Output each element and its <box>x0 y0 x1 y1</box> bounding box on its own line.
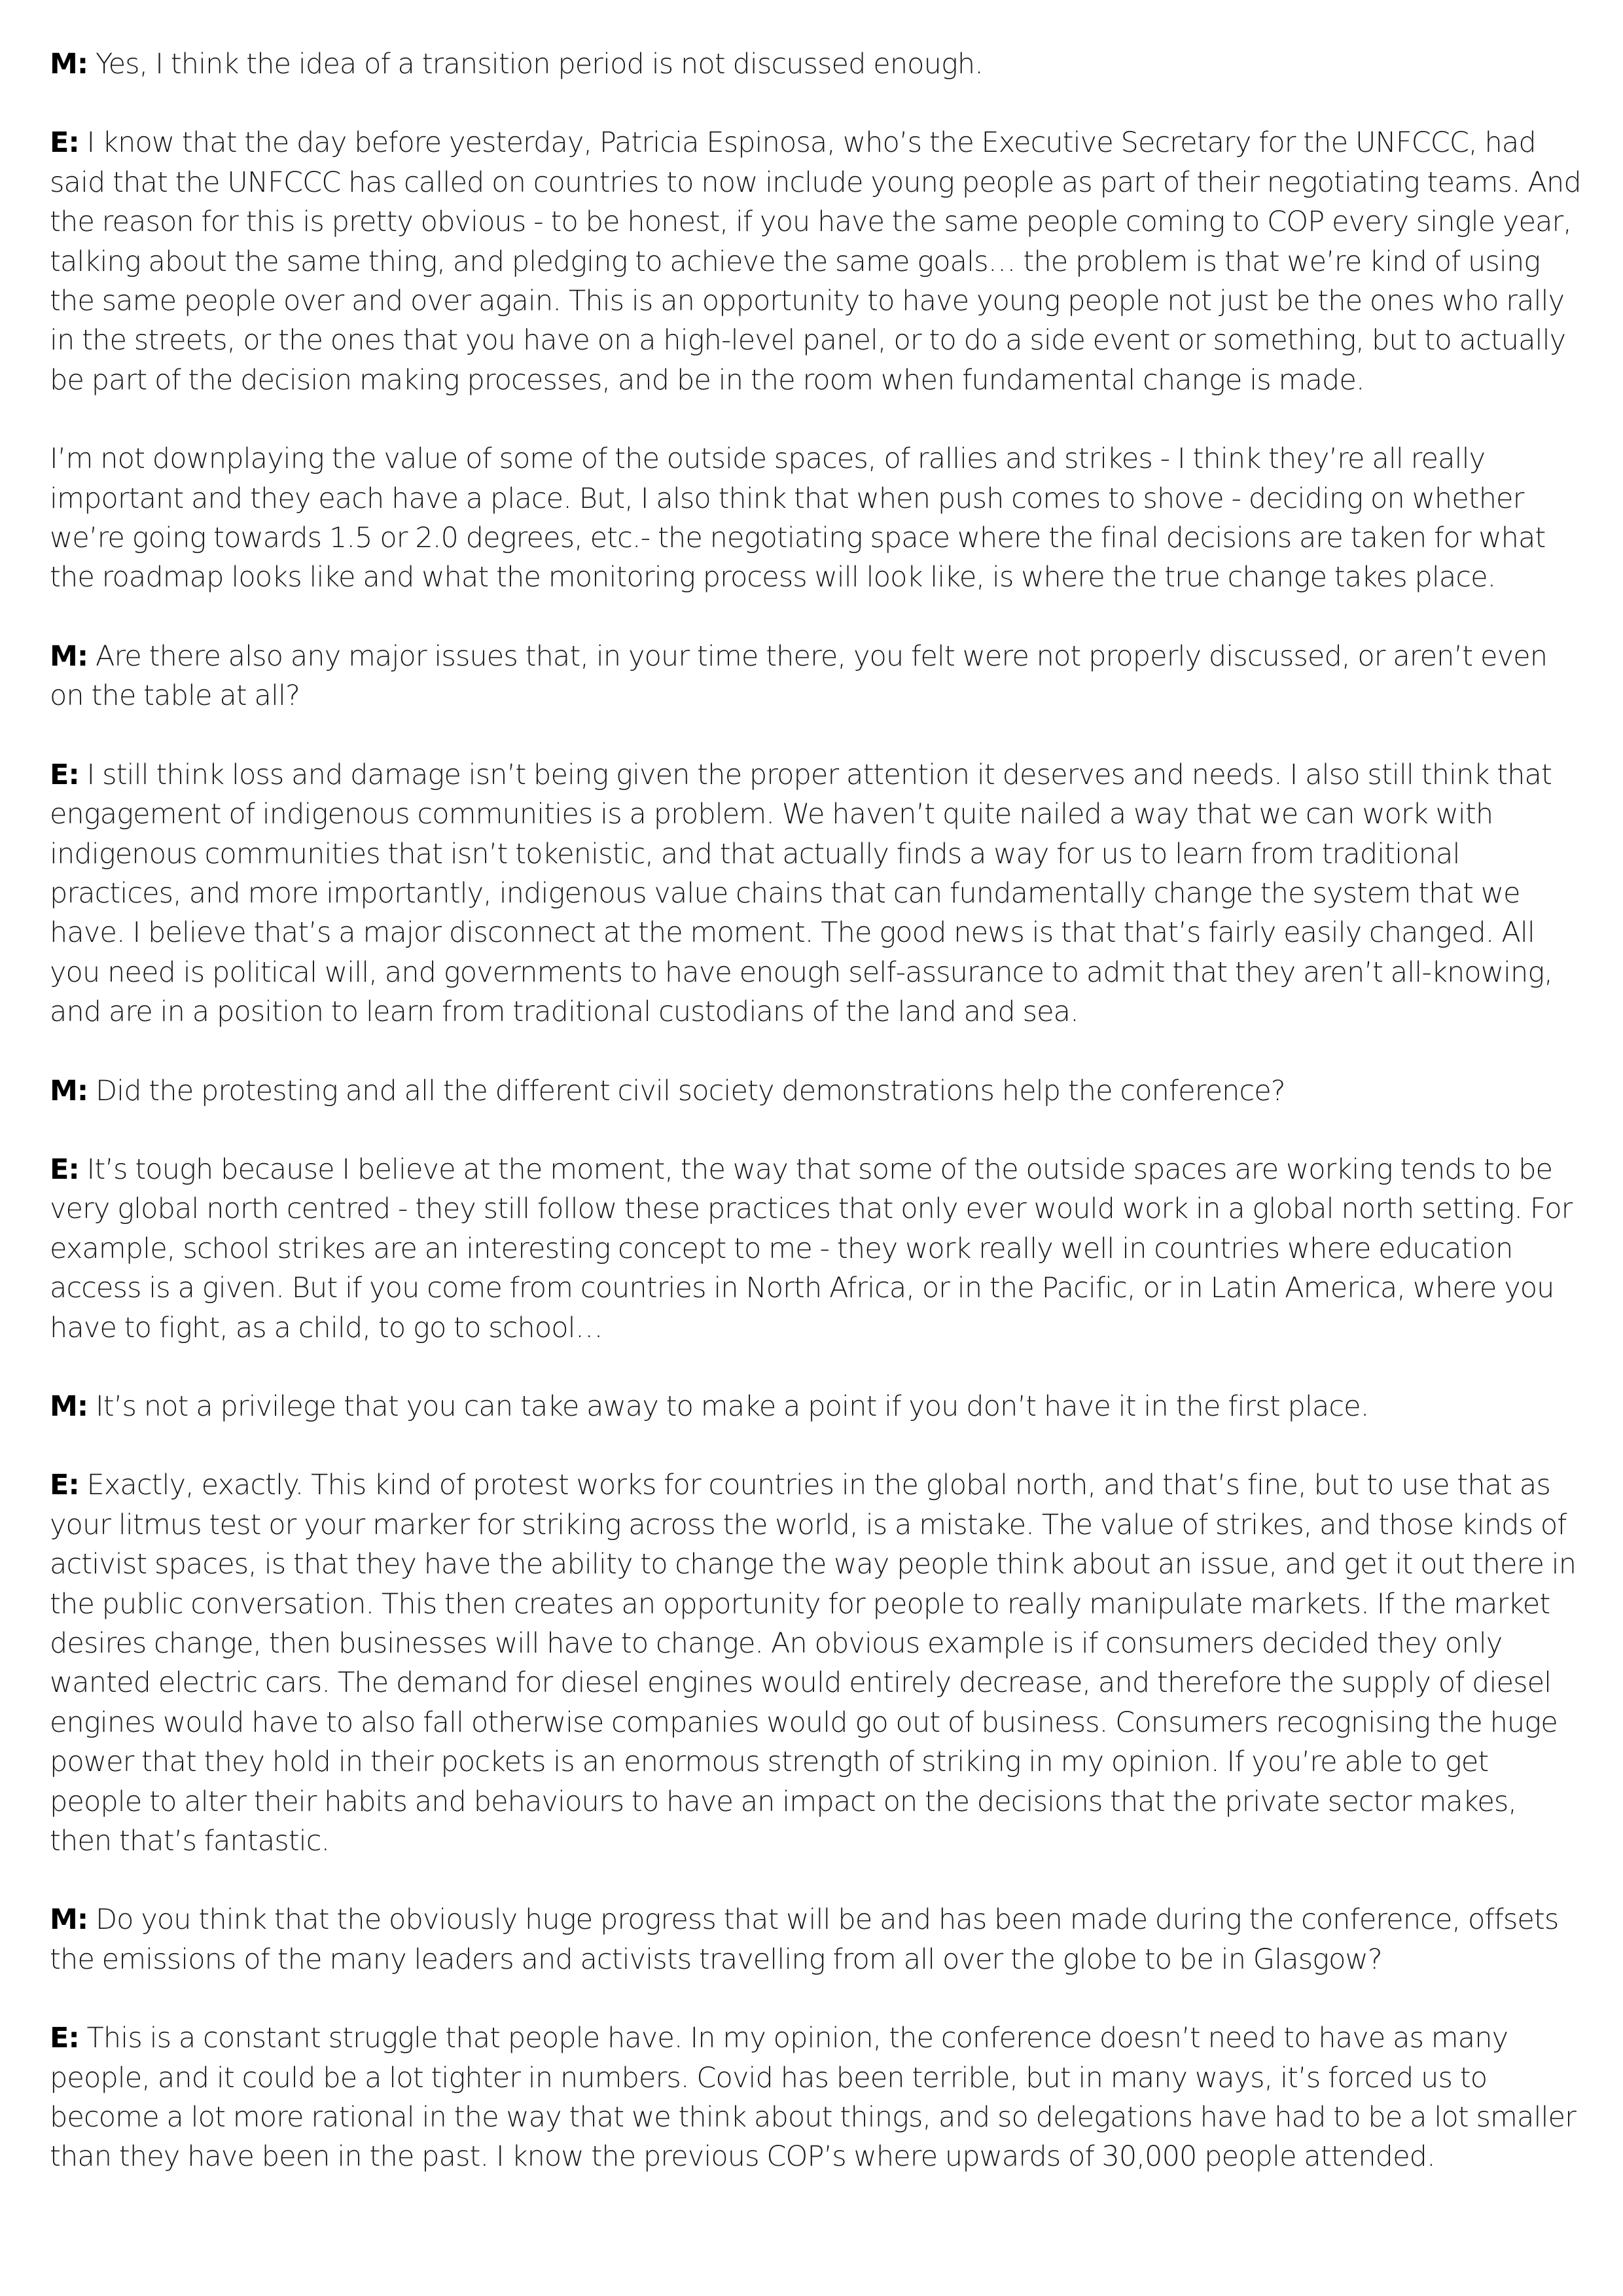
paragraph-text: It’s not a privilege that you can take away to make a point if you don’t have it in the first place. <box>88 1390 1369 1423</box>
paragraph-text: Do you think that the obviously huge progress that will be and has been made during the conference, offsets the emissions of the many leaders and activists travelling from all over the globe to be in Glasgow? <box>50 1903 1559 1976</box>
paragraph-text: I know that the day before yesterday, Patricia Espinosa, who’s the Executive Secretary for the UNFCCC, had said that the UNFCCC has called on countries to now include young people as part of their negotiating teams. And the reason for this is pretty obvious - to be honest, if you have the same people coming to COP every single year, talking about the same thing, and pledging to achieve the same goals… the problem is that we’re kind of using the same people over and over again. This is an opportunity to have young people not just be the ones who rally in the streets, or the ones that you have on a high-level panel, or to do a side event or something, but to actually be part of the decision making processes, and be in the room when fundamental change is made. <box>50 126 1581 397</box>
paragraph-text: Exactly, exactly. This kind of protest works for countries in the global north, and that’s fine, but to use that as your litmus test or your marker for striking across the world, is a mistake. The value of strikes, and those kinds of activist spaces, is that they have the ability to change the way people think about an issue, and get it out there in the public conversation. This then creates an opportunity for people to really manipulate markets. If the market desires change, then businesses will have to change. An obvious example is if consumers decided they only wanted electric cars. The demand for diesel engines would entirely decrease, and therefore the supply of diesel engines would have to also fall otherwise companies would go out of business. Consumers recognising the huge power that they hold in their pockets is an enormous strength of striking in my opinion. If you’re able to get people to alter their habits and behaviours to have an impact on the decisions that the private sector makes, then that’s fantastic. <box>50 1469 1577 1858</box>
paragraph-text: I still think loss and damage isn’t being given the proper attention it deserves and needs. I also still think that engagement of indigenous communities is a problem. We haven’t quite nailed a way that we can work with indigenous communities that isn’t tokenistic, and that actually finds a way for us to learn from traditional practices, and more importantly, indigenous value chains that can fundamentally change the system that we have. I believe that’s a major disconnect at the moment. The good news is that that’s fairly easily changed. All you need is political will, and governments to have enough self-assurance to admit that they aren’t all-knowing, and are in a position to learn from traditional custodians of the land and sea. <box>50 758 1553 1029</box>
speaker-label: M: <box>50 1390 88 1423</box>
speaker-label: E: <box>50 758 79 791</box>
speaker-label: M: <box>50 1074 88 1107</box>
speaker-label: E: <box>50 1153 79 1186</box>
transcript-paragraph <box>50 1071 1581 1111</box>
paragraph-text: This is a constant struggle that people have. In my opinion, the conference doesn’t need to have as many people, and it could be a lot tighter in numbers. Covid has been terrible, but in many ways, it’s forced us to become a lot more rational in the way that we think about things, and so delegations have had to be a lot smaller than they have been in the past. I know the previous COP’s where upwards of 30,000 people attended. <box>50 2022 1576 2174</box>
transcript-paragraph <box>50 2018 1581 2177</box>
paragraph-text: Yes, I think the idea of a transition period is not discussed enough. <box>88 48 983 81</box>
transcript-paragraph <box>50 123 1581 400</box>
paragraph-text: Did the protesting and all the different civil society demonstrations help the conference? <box>88 1074 1285 1107</box>
speaker-label: E: <box>50 2022 79 2055</box>
speaker-label: M: <box>50 1903 88 1937</box>
speaker-label: M: <box>50 639 88 673</box>
paragraph-text: I’m not downplaying the value of some of the outside spaces, of rallies and strikes - I think they’re all really important and they each have a place. But, I also think that when push comes to shove - deciding on whether we’re going towards 1.5 or 2.0 degrees, etc.- the negotiating space where the final decisions are taken for what the roadmap looks like and what the monitoring process will look like, is where the true change takes place. <box>50 442 1546 594</box>
transcript-paragraph <box>50 1465 1581 1861</box>
speaker-label: M: <box>50 48 88 81</box>
transcript-paragraph <box>50 1150 1581 1348</box>
paragraph-text: Are there also any major issues that, in your time there, you felt were not properly discussed, or aren’t even on the table at all? <box>50 639 1548 713</box>
transcript-paragraph <box>50 439 1581 598</box>
speaker-label: E: <box>50 126 79 160</box>
transcript-paragraph <box>50 45 1581 84</box>
transcript-paragraph <box>50 637 1581 716</box>
paragraph-text: It’s tough because I believe at the moment, the way that some of the outside spaces are working tends to be very global north centred - they still follow these practices that only ever would work in a global north setting. For example, school strikes are an interesting concept to me - they work really well in countries where education access is a given. But if you come from countries in North Africa, or in the Pacific, or in Latin America, where you have to fight, as a child, to go to school… <box>50 1153 1573 1344</box>
transcript-paragraph <box>50 1387 1581 1426</box>
speaker-label: E: <box>50 1469 79 1502</box>
transcript-paragraph <box>50 1900 1581 1979</box>
interview-transcript <box>50 45 1581 2216</box>
transcript-paragraph <box>50 755 1581 1032</box>
